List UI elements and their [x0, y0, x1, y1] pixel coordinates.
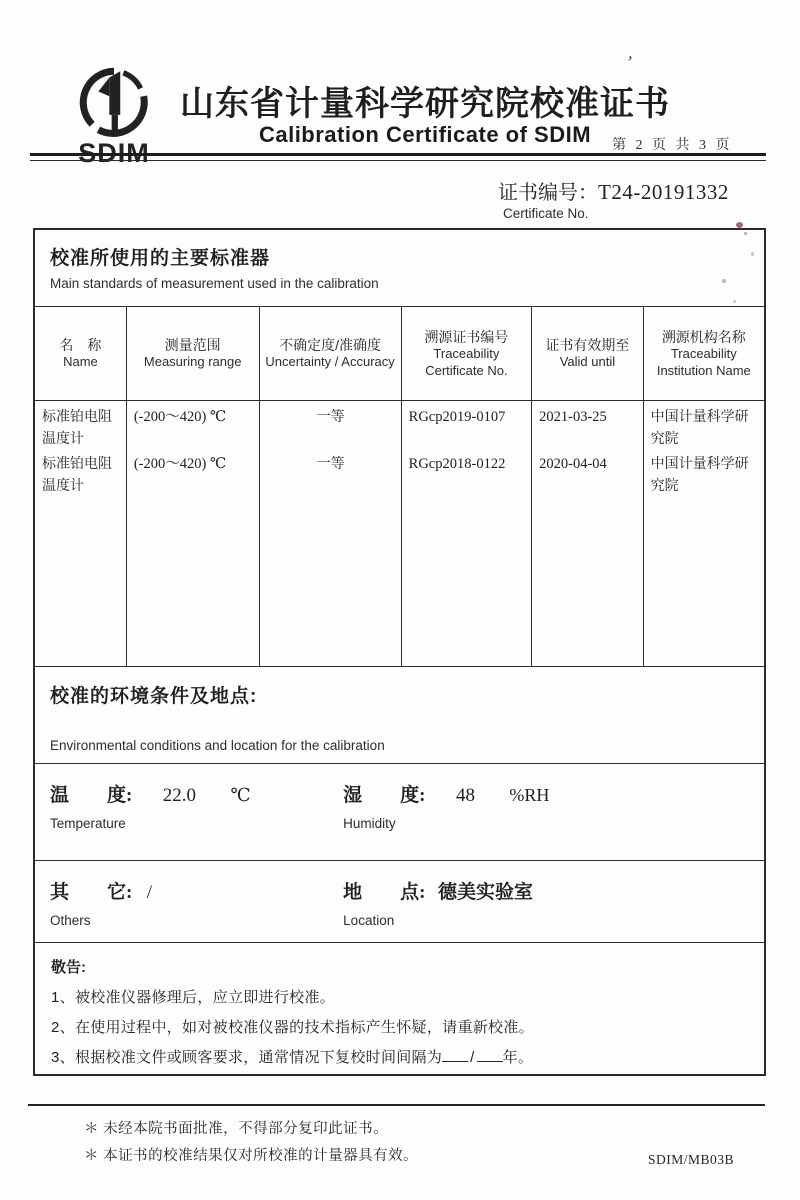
standards-certno-cell	[402, 401, 532, 666]
humidity-unit: %RH	[509, 785, 550, 805]
table-row: 2020-04-04	[539, 456, 607, 472]
table-row: RGcp2018-0122	[408, 456, 506, 472]
column-header-institution: 溯源机构名称 Traceability Institution Name	[656, 328, 751, 378]
footer-note-2: ＊ 本证书的校准结果仅对所校准的计量器具有效。	[84, 1147, 419, 1164]
certificate-number-label-english: Certificate No.	[503, 206, 589, 221]
table-row: 2021-03-25	[539, 409, 607, 425]
column-header-measuring-range: 测量范围 Measuring range	[127, 307, 260, 400]
column-header-valid-until: 证书有效期至 Valid until	[532, 307, 644, 400]
standards-name-cell	[35, 401, 127, 666]
notice-item-1: 1、被校准仪器修理后，应立即进行校准。	[51, 989, 336, 1006]
blank-underline	[477, 1048, 503, 1062]
header-divider	[30, 153, 766, 161]
temperature-humidity-row	[35, 764, 764, 861]
humidity-label: 湿 度:	[343, 785, 426, 806]
humidity-block	[341, 764, 764, 860]
humidity-label-english: Humidity	[343, 816, 396, 831]
table-row: (-200～420) ℃	[133, 456, 227, 472]
column-header-name: 名 称 Name	[35, 307, 127, 400]
standards-accuracy-cell	[260, 401, 402, 666]
temperature-label: 温 度:	[50, 785, 133, 806]
interval-slash: /	[470, 1049, 475, 1066]
table-row: 标准铂电阻温度计	[42, 455, 112, 493]
page-number: 第 2 页 共 3 页	[612, 138, 733, 153]
location-label: 地 点:	[343, 882, 426, 903]
environment-section-header	[35, 667, 764, 764]
table-row: (-200～420) ℃	[133, 409, 227, 425]
table-row: 标准铂电阻温度计	[42, 408, 112, 446]
others-label: 其 它:	[50, 882, 133, 903]
standards-table-body	[35, 401, 764, 667]
column-header-traceability-cert-no: 溯源证书编号 Traceability Certificate No.	[402, 307, 532, 400]
blank-underline	[442, 1048, 468, 1062]
others-block	[35, 861, 341, 942]
notice-section	[35, 943, 764, 1074]
notice-item-3: 3、根据校准文件或顾客要求，通常情况下复校时间间隔为 / 年。	[51, 1049, 534, 1066]
temperature-block	[35, 764, 341, 860]
standards-section-header	[35, 230, 764, 307]
notice-item-2: 2、在使用过程中，如对被校准仪器的技术指标产生怀疑，请重新校准。	[51, 1019, 534, 1036]
table-row: RGcp2019-0107	[408, 409, 506, 425]
footer-note-1: ＊ 未经本院书面批准，不得部分复印此证书。	[84, 1121, 389, 1137]
standards-column-header-row	[35, 307, 764, 401]
table-row: 一等	[316, 408, 345, 424]
temperature-label-english: Temperature	[50, 816, 126, 831]
environment-title-english: Environmental conditions and location for the calibration	[50, 738, 385, 753]
humidity-value: 48	[455, 785, 475, 806]
page-title-english: Calibration Certificate of SDIM	[258, 122, 592, 147]
scan-artifact-mark: ’	[623, 51, 635, 73]
certificate-number-value: T24-20191332	[598, 180, 729, 204]
temperature-value: 22.0	[162, 785, 197, 806]
sdim-logo-text: SDIM	[78, 138, 150, 168]
standards-title-english: Main standards of measurement used in the calibration	[50, 276, 379, 291]
standards-validuntil-cell	[532, 401, 644, 666]
location-label-english: Location	[343, 913, 395, 928]
others-location-row	[35, 861, 764, 943]
footer-notes	[84, 1116, 418, 1170]
location-block	[341, 861, 764, 942]
notice-title: 敬告:	[51, 959, 86, 976]
form-code: SDIM/MB03B	[648, 1152, 735, 1167]
table-row: 一等	[316, 455, 345, 471]
standards-institution-cell	[644, 401, 764, 666]
certificate-table	[33, 228, 766, 1076]
temperature-unit: ℃	[230, 785, 251, 805]
page-title: 山东省计量科学研究院校准证书	[180, 86, 670, 123]
sdim-logo-icon	[75, 66, 153, 142]
certificate-number-label: 证书编号：	[498, 182, 598, 204]
column-header-uncertainty: 不确定度/准确度 Uncertainty / Accuracy	[260, 307, 402, 400]
standards-range-cell	[127, 401, 260, 666]
table-row: 中国计量科学研究院	[650, 408, 749, 446]
certificate-number-line	[498, 176, 729, 205]
location-value: 德美实验室	[437, 882, 533, 903]
others-label-english: Others	[50, 913, 91, 928]
environment-title: 校准的环境条件及地点:	[50, 686, 258, 707]
standards-title: 校准所使用的主要标准器	[50, 248, 271, 269]
others-value: /	[146, 882, 153, 903]
footer-divider	[28, 1104, 765, 1106]
table-row: 中国计量科学研究院	[650, 455, 749, 493]
